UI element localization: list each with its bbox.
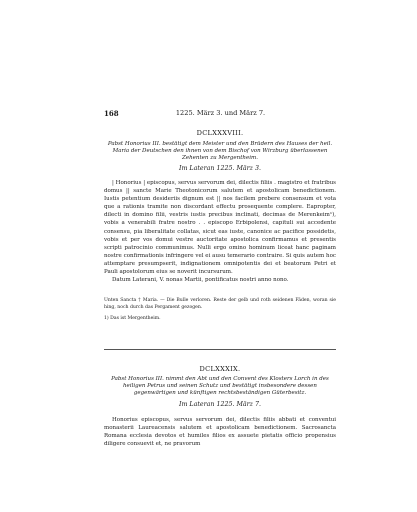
charter-text (104, 416, 336, 448)
charter-place-date: Im Lateran 1225. März 3. (178, 165, 262, 172)
charter-text (104, 179, 336, 284)
page-number: 168 (104, 109, 119, 118)
section-divider (104, 349, 336, 350)
charter-place-date: Im Lateran 1225. März 7. (178, 401, 262, 408)
running-head: 1225. März 3. und März 7. (175, 109, 266, 117)
charter-dating: Datum Laterani, V. nonas Martii, pontificatus nostri anno nono. (112, 277, 289, 284)
charter-number: DCLXXXVIII. (196, 129, 244, 137)
page-header (104, 109, 337, 119)
footnote: 1) Das ist Mergentheim. (104, 316, 161, 321)
seal-note: Unten Sancta † Maria. — Die Bulle verloren. Reste der gelb und roth seidenen Fäden, woran sie hing, noch durch das Pergament gezogen. (104, 298, 336, 310)
charter-paragraph: Honorius episcopus, servus servorum dei, dilectis filiis abbati et conventui monasterii Laureacensis salutem et apostolicam benedictionem. Sacrosancta Romana ecclesia devotos et humiles filios ex assuete pietatis officio propensius diligere consuevit et, ne pravorum (104, 417, 336, 448)
charter-paragraph: | Honorius | episcopus, servus servorum dei, dilectis filiis . magistro et fratribus domus || sancte Marie Theotonicorum salutem et apostolicam benedictionem. Iustis petentium desideriis dignum est || nos facilem prebere consensum et vota que a rationis tramite non discordant effectu prosequente complere. Eapropter, dilecti in domino filii, vestris iustis precibus inclinati, decimas de Merenkeim¹), vobis a venerabili fratre nostro . . episcopo Erbipolensi, capituli sui accedente consensu, pia liberalitate collatas, sicut eas iuste, canonice ac pacifice possidetis, vobis et per vos domui vestre auctoritate apostolica confirmamus et presentis scripti patrocinio communimus. Nulli ergo omino hominum liceat hanc paginam nostre confirmationis infringere vel ei ausu temerario contraire. Si quis autem hoc attemptare presumpserit, indignationem omnipotentis dei et beatorum Petri et Pauli apostolorum eius se noverit incursurum. (104, 180, 336, 276)
charter-number: DCLXXXIX. (199, 365, 241, 373)
charter-summary: Pabst Honorius III. nimmt den Abt und den Convent des Klosters Lorch in des heiligen Petrus und seinen Schutz und bestätigt insbesondere dessen gegenwärtigen und künftigen rechtsbeständigen Güterbesitz. (111, 376, 329, 396)
charter-summary: Pabst Honorius III. bestätigt dem Meister und den Brüdern des Hauses der heil. Maria der Deutschen den ihnen von dem Bischof von Wirzburg überlassenen Zehenten zu Mergentheim. (107, 141, 333, 161)
